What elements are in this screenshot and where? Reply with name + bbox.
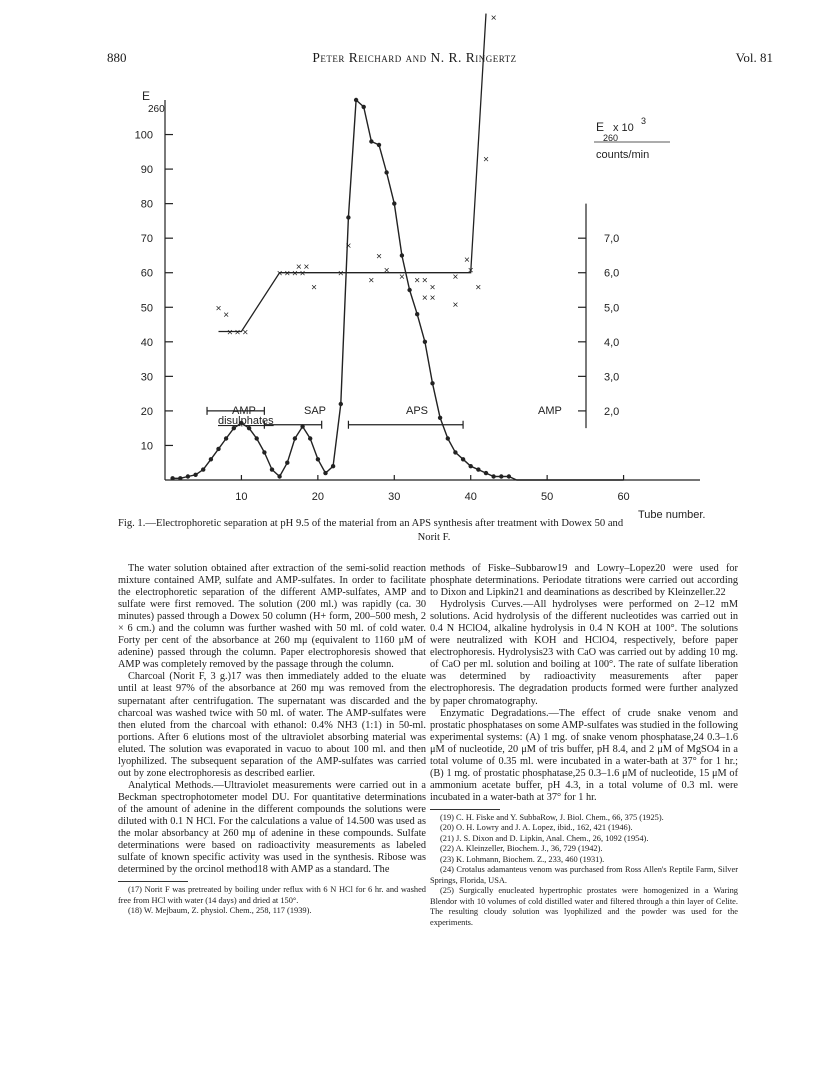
radioactivity-point: × bbox=[242, 327, 249, 339]
paragraph: methods of Fiske–Subbarow19 and Lowry–Lopez20 were used for phosphate determinations. Periodate titrations were carried out according to Dixon and Lipkin21 and deaminations as described by Kleinzeller.22 bbox=[430, 563, 738, 599]
data-point bbox=[453, 450, 457, 454]
aps-bracket bbox=[348, 421, 463, 429]
data-point bbox=[491, 474, 495, 478]
data-point bbox=[423, 340, 427, 344]
radioactivity-point: × bbox=[475, 282, 482, 294]
radioactivity-point: × bbox=[234, 327, 241, 339]
y-tick-label: 10 bbox=[140, 440, 153, 453]
data-point bbox=[346, 215, 350, 219]
radioactivity-point: × bbox=[421, 275, 428, 287]
volume-number: Vol. 81 bbox=[735, 50, 773, 65]
caption-line-2: Norit F. bbox=[417, 532, 451, 543]
radioactivity-point: × bbox=[299, 268, 306, 280]
footnote: (23) K. Lohmann, Biochem. Z., 233, 460 (1931). bbox=[440, 854, 605, 864]
data-point bbox=[438, 416, 442, 420]
paragraph: Enzymatic Degradations.—The effect of crude snake venom and prostatic phosphatases on some AMP-sulfates was studied in the following experimental systems: (A) 1 mg. of snake venom phosphatase,24 0.3–1.6 μM of nucleotide, 20 μM of tris buffer, pH 8.4, and 2 μM of MgSO4 in a total volume of 0.35 ml. were incubated in a water-bath at 37° for 1 hr.; (B) 1 mg. of prostatic phosphatase,25 0.3–1.6 μM of nucleotide, 15 μM of ammonium acetate buffer, pH 4.3, in a total volume of 0.3 ml. were incubated in a water-bath at 37° for 1 hr. bbox=[430, 707, 739, 803]
data-point bbox=[339, 402, 343, 406]
radioactivity-point: × bbox=[452, 272, 459, 284]
data-point bbox=[407, 288, 411, 292]
right-axis-label-sub: 260 bbox=[603, 133, 619, 143]
data-point bbox=[255, 436, 259, 440]
y-tick-label: 50 bbox=[140, 302, 153, 315]
right-axis-label: E bbox=[596, 120, 605, 134]
x-tick-label: 60 bbox=[617, 491, 630, 503]
radioactivity-point: × bbox=[490, 13, 497, 25]
paragraph: Charcoal (Norit F, 3 g.)17 was then immediately added to the eluate until at least 97% of the absorbance at 260 mμ was removed from the supernatant after centrifugation. The supernatant was discarded and the charcoal was washed twice with 50 ml. of water. The AMP-sulfates were then eluted from the charcoal with ethanol: 0.4% NH3 (1:1) in 50-ml. portions. After 6 elutions most of the ultraviolet absorbing material was eluted. The solution was evaporated in vacuo to about 100 ml. and then lyophilized. The subsequent separation of the AMP-sulfates was carried out by zone electrophoresis as described earlier. bbox=[118, 671, 426, 779]
x-tick-label: 30 bbox=[388, 491, 401, 503]
x-tick-label: 20 bbox=[311, 491, 324, 503]
y-tick-label: 70 bbox=[140, 233, 153, 246]
y-tick-label: 20 bbox=[140, 405, 153, 418]
running-head-authors: Peter Reichard and N. R. Ringertz bbox=[312, 50, 517, 65]
footnote: (19) C. H. Fiske and Y. SubbaRow, J. Biol. Chem., 66, 375 (1925). bbox=[440, 812, 664, 822]
data-point bbox=[308, 436, 312, 440]
data-point bbox=[209, 457, 213, 461]
footnote: (24) Crotalus adamanteus venom was purchased from Ross Allen's Reptile Farm, Silver Springs, Florida, USA. bbox=[430, 865, 738, 885]
y-tick-label: 90 bbox=[140, 164, 153, 177]
radioactivity-point: × bbox=[337, 268, 344, 280]
x-tick-label: 50 bbox=[541, 491, 554, 503]
right-tick-label: 2,0 bbox=[604, 405, 620, 418]
data-point bbox=[331, 464, 335, 468]
data-point bbox=[499, 474, 503, 478]
radioactivity-point: × bbox=[452, 299, 459, 311]
peak-label-amp-disulphates: AMP- bbox=[232, 405, 260, 417]
data-point bbox=[285, 461, 289, 465]
page-number: 880 bbox=[107, 50, 127, 65]
right-tick-label: 3,0 bbox=[604, 371, 620, 384]
radioactivity-point: × bbox=[284, 268, 291, 280]
data-point bbox=[201, 467, 205, 471]
radioactivity-point: × bbox=[303, 261, 310, 273]
radioactivity-point: × bbox=[463, 254, 470, 266]
y-tick-label: 40 bbox=[140, 336, 153, 349]
caption-line-1: Fig. 1.—Electrophoretic separation at pH 9.5 of the material from an APS synthesis after treatment with Dowex 50 and bbox=[118, 518, 624, 529]
y-axis-label: E bbox=[142, 89, 151, 103]
data-point bbox=[415, 312, 419, 316]
peak-label-amp: AMP bbox=[538, 405, 562, 417]
data-point bbox=[476, 467, 480, 471]
right-axis-label-exp: 3 bbox=[641, 116, 647, 126]
data-point bbox=[170, 476, 174, 480]
data-point bbox=[377, 143, 381, 147]
peak-label-aps: APS bbox=[406, 405, 429, 417]
radioactivity-point: × bbox=[467, 265, 474, 277]
data-point bbox=[446, 436, 450, 440]
radioactivity-point: × bbox=[399, 272, 405, 284]
data-point bbox=[369, 139, 373, 143]
data-point bbox=[300, 424, 304, 428]
data-point bbox=[430, 381, 434, 385]
data-point bbox=[507, 474, 511, 478]
y-tick-label: 80 bbox=[140, 198, 153, 211]
footnote: (17) Norit F was pretreated by boiling under reflux with 6 N HCl for 6 hr. and washed free from HCl with water (14 days) and dried at 150°. bbox=[118, 885, 426, 905]
data-point bbox=[400, 253, 404, 257]
right-tick-label: 4,0 bbox=[604, 336, 620, 349]
data-point bbox=[316, 457, 320, 461]
paragraph: The water solution obtained after extraction of the semi-solid reaction mixture contained AMP, sulfate and AMP-sulfates. In order to facilitate the electrophoretic separation of the different AMP-sulfates, AMP and sulfate were first removed. The solution (200 ml.) was rapidly (ca. 30 minutes) passed through a Dowex 50 column (H+ form, 200–500 mesh, 2 × 6 cm.) and the column was further washed with 50 ml. of cold water. Forty per cent of the absorbance at 260 mμ (equivalent to 1160 μM of adenine) passed through the column. Paper electrophoresis showed that AMP was completely removed by the passage through the column. bbox=[118, 563, 426, 671]
footnote: (22) A. Kleinzeller, Biochem. J., 36, 729 (1942). bbox=[440, 844, 603, 854]
footnote: (20) O. H. Lowry and J. A. Lopez, ibid., 162, 421 (1946). bbox=[440, 823, 633, 833]
radioactivity-point: × bbox=[421, 292, 428, 304]
peak-label-sap: SAP bbox=[304, 405, 327, 417]
footnote-rule bbox=[430, 809, 500, 810]
data-point bbox=[461, 457, 465, 461]
x-axis-label: Tube number. bbox=[638, 509, 706, 521]
data-point bbox=[293, 436, 297, 440]
radioactivity-point: × bbox=[483, 154, 489, 166]
data-point bbox=[224, 436, 228, 440]
data-point bbox=[193, 473, 197, 477]
radioactivity-point: × bbox=[345, 241, 352, 253]
radioactivity-point: × bbox=[376, 251, 382, 263]
radioactivity-point: × bbox=[368, 275, 375, 287]
right-tick-label: 5,0 bbox=[604, 302, 620, 315]
footnote: (25) Surgically enucleated hypertrophic prostates were homogenized in a Waring Blendor with 10 volumes of cold distilled water and filtered through a thin layer of Celite. The resulting cloudy solution was lyophilized and the powder was used for the experiments. bbox=[430, 886, 738, 927]
data-point bbox=[262, 450, 266, 454]
peak-label-amp-disulphates-2: disulphates bbox=[218, 415, 274, 427]
data-point bbox=[392, 201, 396, 205]
radioactivity-point: × bbox=[383, 265, 390, 277]
radioactivity-point: × bbox=[223, 310, 230, 322]
radioactivity-point: × bbox=[429, 292, 436, 304]
data-point bbox=[277, 474, 281, 478]
x-tick-label: 40 bbox=[464, 491, 477, 503]
data-point bbox=[384, 170, 388, 174]
right-tick-label: 7,0 bbox=[604, 233, 620, 246]
left-column bbox=[118, 563, 426, 917]
data-point bbox=[469, 464, 473, 468]
data-point bbox=[186, 474, 190, 478]
paragraph: Analytical Methods.—Ultraviolet measurements were carried out in a Beckman spectrophotometer model DU. For quantitative determinations of the amount of adenine in the different compounds the solutions were diluted with 0.1 N HCl. For the calculations a value of 14.500 was used as the molar absorbancy at 260 mμ of adenine in these compounds. Sulfate determinations were based on radioactivity measurements as labeled sulfate of known specific activity was used in the synthesis. Ribose was determined by the orcinol method18 with AMP as a standard. The bbox=[118, 779, 426, 876]
y-tick-label: 30 bbox=[140, 371, 153, 384]
y-tick-label: 100 bbox=[134, 129, 153, 142]
radioactivity-point: × bbox=[311, 282, 317, 294]
radioactivity-point: × bbox=[292, 268, 298, 280]
paragraph: Hydrolysis Curves.—All hydrolyses were performed on 2–12 mM solutions. Acid hydrolysis of the different nucleotides was carried out in 0.4 N HClO4, alkaline hydrolysis in 0.4 N KOH at 100°. The solutions were neutralized with KOH and HClO4, respectively, before paper electrophoresis. Hydrolysis23 with CaO was carried out by adding 10 mg. of CaO per ml. solution and boiling at 100°. The rate of sulfate liberation was determined by radioactivity measurements after paper electrophoresis. The degradation products formed were further analyzed by paper chromatography. bbox=[430, 599, 738, 707]
radioactivity-point: × bbox=[414, 275, 421, 287]
y-axis-label-sub: 260 bbox=[148, 104, 165, 115]
x-tick-label: 10 bbox=[235, 491, 248, 503]
figure-caption bbox=[118, 517, 750, 545]
footnote: (18) W. Mejbaum, Z. physiol. Chem., 258, 117 (1939). bbox=[128, 906, 312, 916]
footnote-rule bbox=[118, 881, 188, 882]
right-axis-label-mult: x 10 bbox=[613, 122, 634, 134]
data-point bbox=[354, 98, 358, 102]
radioactivity-point: × bbox=[276, 268, 283, 280]
data-point bbox=[362, 105, 366, 109]
radioactivity-point: × bbox=[215, 303, 222, 315]
data-point bbox=[178, 476, 182, 480]
right-column bbox=[430, 563, 738, 928]
data-point bbox=[216, 447, 220, 451]
data-point bbox=[484, 471, 488, 475]
footnote: (21) J. S. Dixon and D. Lipkin, Anal. Chem., 26, 1092 (1954). bbox=[440, 833, 649, 843]
y-tick-label: 60 bbox=[140, 267, 153, 280]
radioactivity-point: × bbox=[227, 327, 233, 339]
right-tick-label: 6,0 bbox=[604, 267, 620, 280]
data-point bbox=[323, 471, 327, 475]
right-axis-units: counts/min bbox=[596, 149, 650, 161]
radioactivity-point: × bbox=[295, 261, 302, 273]
radioactivity-point: × bbox=[429, 282, 436, 294]
data-point bbox=[270, 467, 274, 471]
